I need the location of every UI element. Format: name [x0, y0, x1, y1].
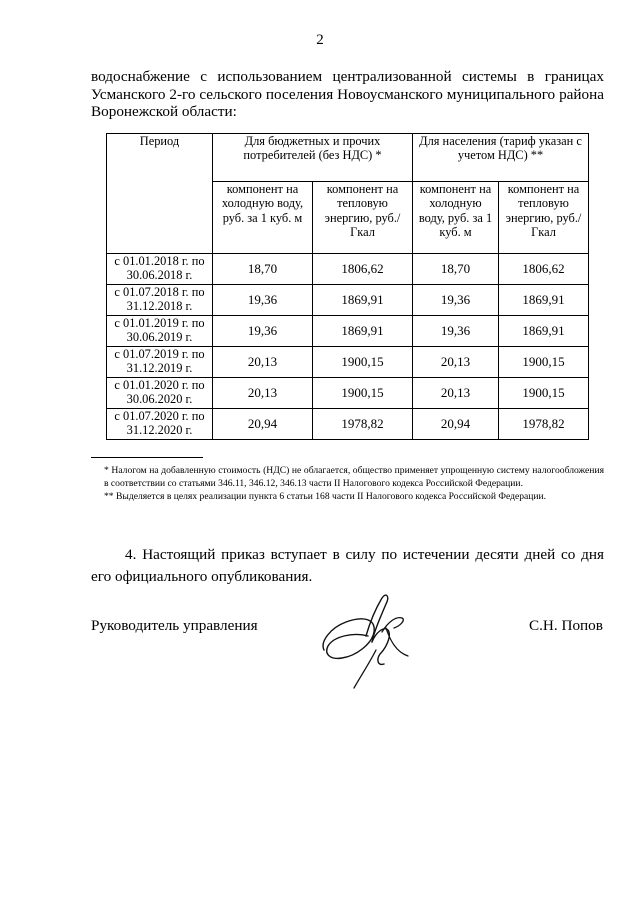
cell-period: с 01.01.2018 г. по 30.06.2018 г.	[107, 254, 213, 285]
subheader-cold-water: компонент на холодную воду, руб. за 1 куб. м	[413, 182, 499, 254]
table-header-row	[107, 134, 589, 182]
cell-value: 1869,91	[313, 285, 413, 316]
cell-value: 1978,82	[313, 409, 413, 440]
tariff-table	[106, 133, 589, 440]
cell-value: 1869,91	[499, 316, 589, 347]
cell-value: 1978,82	[499, 409, 589, 440]
header-group-population: Для населения (тариф указан с учетом НДС) **	[413, 134, 589, 182]
header-period: Период	[107, 134, 213, 254]
cell-value: 1869,91	[313, 316, 413, 347]
table-row	[107, 409, 589, 440]
intro-line: Усманского 2-го сельского поселения Новоусманского муниципального района	[91, 85, 604, 103]
subheader-heat-energy: компонент на тепловую энергию, руб./Гкал	[499, 182, 589, 254]
subheader-cold-water: компонент на холодную воду, руб. за 1 куб. м	[213, 182, 313, 254]
signatory-name: С.Н. Попов	[529, 617, 603, 634]
table-row	[107, 316, 589, 347]
header-group-budget: Для бюджетных и прочих потребителей (без НДС) *	[213, 134, 413, 182]
intro-line: водоснабжение с использованием централизованной системы в границах	[91, 68, 604, 85]
cell-value: 20,94	[413, 409, 499, 440]
cell-period: с 01.01.2020 г. по 30.06.2020 г.	[107, 378, 213, 409]
cell-value: 18,70	[213, 254, 313, 285]
cell-period: с 01.07.2018 г. по 31.12.2018 г.	[107, 285, 213, 316]
subheader-heat-energy: компонент на тепловую энергию, руб./Гкал	[313, 182, 413, 254]
table-row	[107, 285, 589, 316]
cell-value: 19,36	[213, 316, 313, 347]
cell-period: с 01.07.2020 г. по 31.12.2020 г.	[107, 409, 213, 440]
cell-value: 20,13	[213, 378, 313, 409]
footnote-vat-allocated: ** Выделяется в целях реализации пункта 6 статьи 168 части II Налогового кодекса Российской Федерации.	[104, 491, 547, 503]
cell-value: 19,36	[413, 285, 499, 316]
cell-value: 1900,15	[499, 378, 589, 409]
signatory-role: Руководитель управления	[91, 617, 258, 634]
footnote-vat-exempt: * Налогом на добавленную стоимость (НДС) не облагается, общество применяет упрощенную систему налогообложения в соответствии со статьями 346.11, 346.12, 346.13 части II Налогового кодекса Российской Федерации.	[104, 465, 604, 490]
cell-period: с 01.07.2019 г. по 31.12.2019 г.	[107, 347, 213, 378]
intro-text	[91, 68, 604, 121]
footnotes	[104, 464, 604, 504]
cell-value: 1806,62	[313, 254, 413, 285]
table-row	[107, 378, 589, 409]
intro-line: Воронежской области:	[91, 103, 237, 120]
cell-value: 1900,15	[313, 347, 413, 378]
cell-value: 1869,91	[499, 285, 589, 316]
cell-period: с 01.01.2019 г. по 30.06.2019 г.	[107, 316, 213, 347]
table-row	[107, 347, 589, 378]
cell-value: 1900,15	[313, 378, 413, 409]
cell-value: 18,70	[413, 254, 499, 285]
handwritten-signature	[316, 592, 420, 692]
table-row	[107, 254, 589, 285]
footnote-divider	[91, 457, 203, 458]
cell-value: 20,94	[213, 409, 313, 440]
cell-value: 19,36	[413, 316, 499, 347]
cell-value: 20,13	[413, 347, 499, 378]
cell-value: 1900,15	[499, 347, 589, 378]
page-number: 2	[316, 32, 324, 48]
clause-4: 4. Настоящий приказ вступает в силу по истечении десяти дней со дня его официального опубликования.	[91, 546, 604, 585]
cell-value: 19,36	[213, 285, 313, 316]
cell-value: 20,13	[413, 378, 499, 409]
cell-value: 1806,62	[499, 254, 589, 285]
cell-value: 20,13	[213, 347, 313, 378]
